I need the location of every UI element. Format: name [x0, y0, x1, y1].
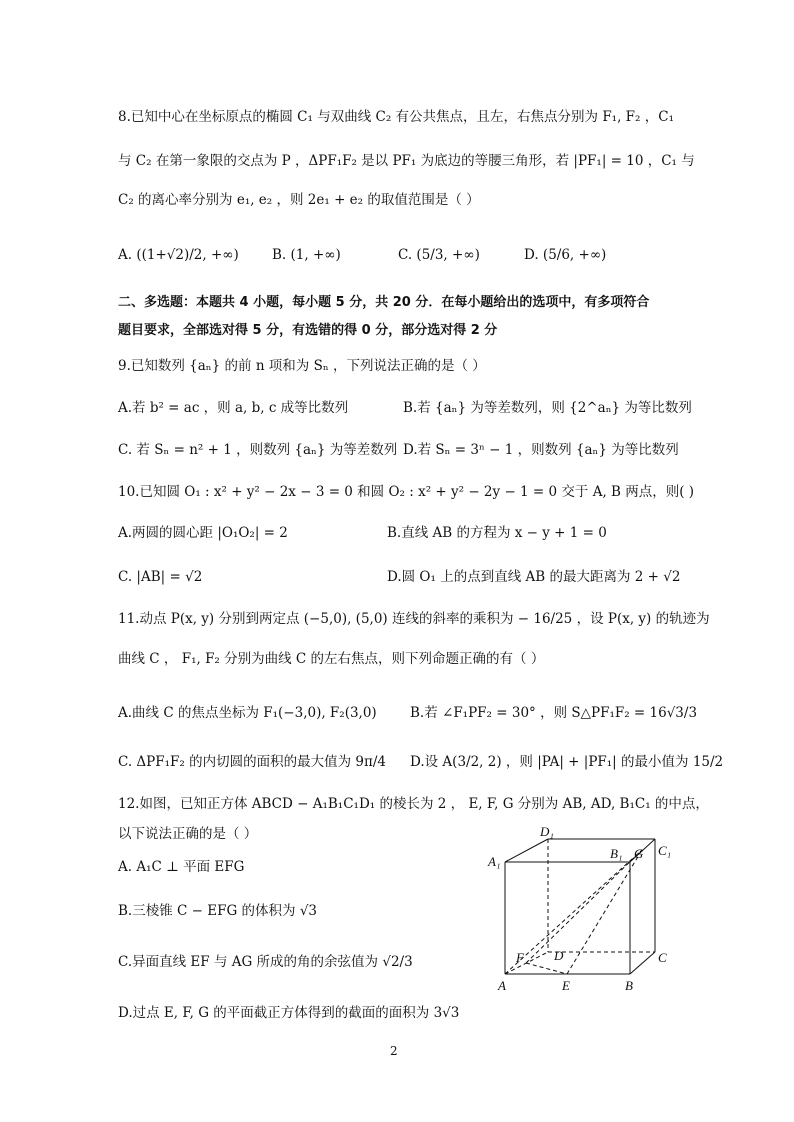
q8-line2: 与 C₂ 在第一象限的交点为 P ，ΔPF₁F₂ 是以 PF₁ 为底边的等腰三角形，若 |PF₁| = 10 ，C₁ 与: [118, 153, 695, 169]
q12-option-d: D.过点 E, F, G 的平面截正方体得到的截面的面积为 3√3: [118, 1005, 460, 1021]
q11-option-c: C. ΔPF₁F₂ 的内切圆的面积的最大值为 9π/4: [118, 754, 387, 770]
section2-line1: 二、多选题：本题共 4 小题，每小题 5 分，共 20 分．在每小题给出的选项中，有多项符合: [118, 295, 650, 310]
label-d1: D₁: [540, 824, 554, 839]
q8-option-b: B. (1, +∞): [272, 247, 341, 263]
q9-stem: 9.已知数列 {aₙ} 的前 n 项和为 Sₙ ，下列说法正确的是（ ）: [118, 358, 486, 374]
page-number: 2: [390, 1044, 398, 1058]
q8-line3: C₂ 的离心率分别为 e₁, e₂ ，则 2e₁ + e₂ 的取值范围是（ ）: [118, 192, 480, 208]
label-c: C: [658, 950, 667, 965]
edge-bc: [630, 952, 655, 974]
label-g: G: [634, 846, 644, 861]
q8-option-d: D. (5/6, +∞): [524, 247, 607, 263]
segment-fe: [526, 963, 567, 974]
q8-option-a: A. ((1+√2)/2, +∞): [118, 247, 239, 263]
q8-line1: 8.已知中心在坐标原点的椭圆 C₁ 与双曲线 C₂ 有公共焦点，且左，右焦点分别为 F₁, F₂ ，C₁: [118, 109, 674, 125]
q11-option-d: D.设 A(3/2, 2) ，则 |PA| + |PF₁| 的最小值为 15/2: [410, 754, 724, 770]
q11-line1: 11.动点 P(x, y) 分别到两定点 (−5,0), (5,0) 连线的斜率的乘积为 − 16/25 ，设 P(x, y) 的轨迹为: [118, 611, 710, 627]
q11-line2: 曲线 C ， F₁, F₂ 分别为曲线 C 的左右焦点，则下列命题正确的有（ ）: [118, 651, 545, 667]
q12-option-b: B.三棱锥 C − EFG 的体积为 √3: [118, 903, 318, 919]
q12-line2: 以下说法正确的是（ ）: [118, 826, 258, 842]
label-e: E: [562, 978, 570, 993]
label-a1: A₁: [488, 854, 501, 869]
q9-option-d: D.若 Sₙ = 3ⁿ − 1 ，则数列 {aₙ} 为等比数列: [403, 442, 679, 458]
q10-option-b: B.直线 AB 的方程为 x − y + 1 = 0: [387, 525, 607, 541]
label-a: A: [498, 978, 506, 993]
label-f: F: [516, 950, 524, 965]
edge-a1d1: [505, 839, 548, 862]
q11-option-a: A.曲线 C 的焦点坐标为 F₁(−3,0), F₂(3,0): [118, 705, 377, 721]
cube-figure: [480, 822, 690, 994]
segment-ag: [505, 850, 642, 974]
q12-option-c: C.异面直线 EF 与 AG 所成的角的余弦值为 √2/3: [118, 954, 413, 970]
q9-option-b: B.若 {aₙ} 为等差数列，则 {2^aₙ} 为等比数列: [403, 400, 692, 416]
label-b: B: [625, 978, 633, 993]
label-d: D: [554, 948, 564, 963]
label-c1: C₁: [658, 843, 672, 858]
label-b1: B₁: [610, 846, 623, 861]
q11-option-b: B.若 ∠F₁PF₂ = 30° ，则 S△PF₁F₂ = 16√3/3: [410, 705, 698, 721]
q8-option-c: C. (5/3, +∞): [398, 247, 480, 263]
q10-option-a: A.两圆的圆心距 |O₁O₂| = 2: [118, 525, 288, 541]
q9-option-c: C. 若 Sₙ = n² + 1 ，则数列 {aₙ} 为等差数列: [118, 442, 398, 458]
q9-option-a: A.若 b² = ac ，则 a, b, c 成等比数列: [118, 400, 349, 416]
q10-stem: 10.已知圆 O₁ : x² + y² − 2x − 3 = 0 和圆 O₂ : x² + y² − 2y − 1 = 0 交于 A, B 两点，则( ): [118, 484, 695, 500]
q10-option-c: C. |AB| = √2: [118, 569, 203, 585]
q12-option-a: A. A₁C ⊥ 平面 EFG: [118, 859, 245, 875]
q12-line1: 12.如图，已知正方体 ABCD − A₁B₁C₁D₁ 的棱长为 2 ， E, F, G 分别为 AB, AD, B₁C₁ 的中点，: [118, 796, 709, 812]
q10-option-d: D.圆 O₁ 上的点到直线 AB 的最大距离为 2 + √2: [387, 569, 681, 585]
section2-line2: 题目要求，全部选对得 5 分，有选错的得 0 分，部分选对得 2 分: [118, 323, 498, 338]
segment-fg: [526, 850, 642, 963]
